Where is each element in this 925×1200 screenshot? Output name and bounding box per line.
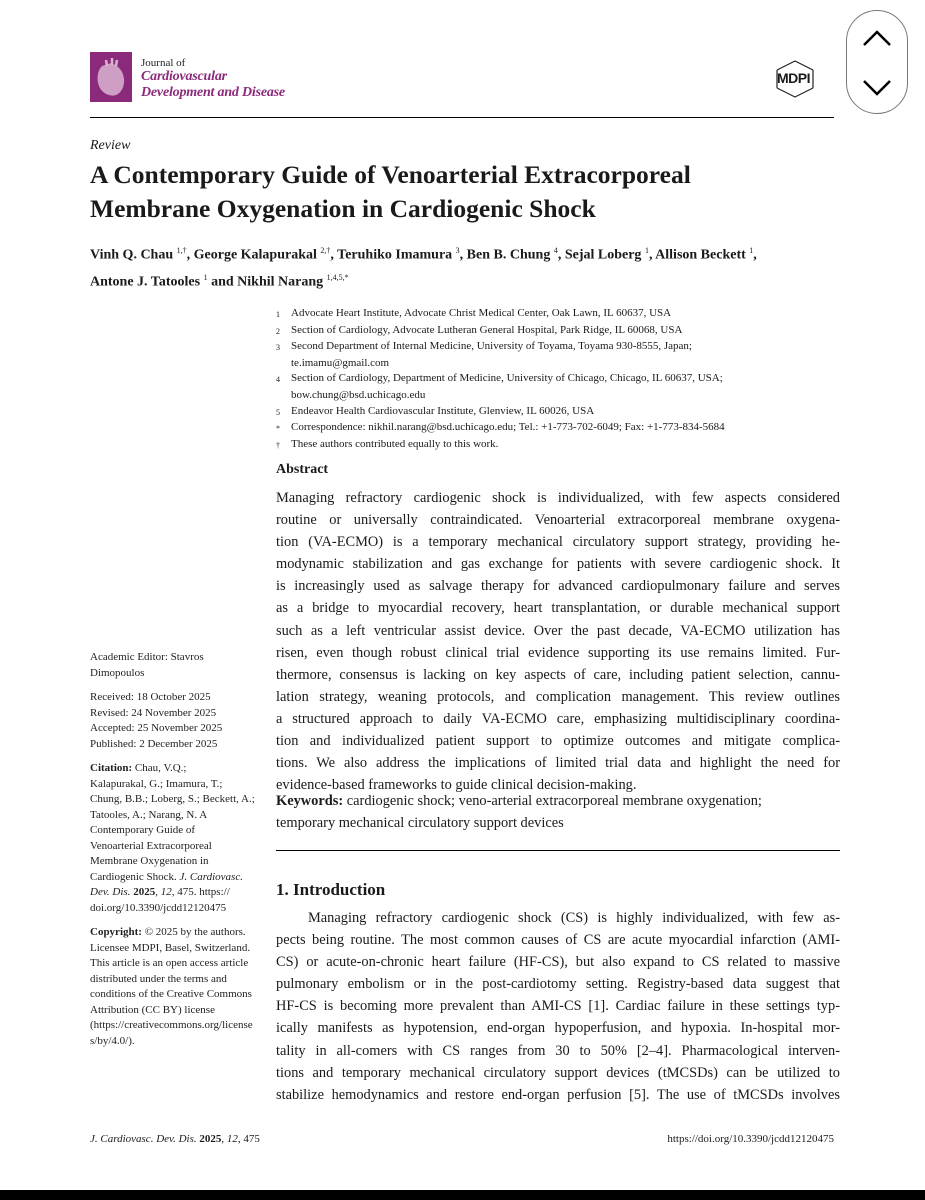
author-affiliation-marker: 1,† xyxy=(176,246,187,255)
affiliation-marker: 2 xyxy=(276,326,280,336)
journal-logo xyxy=(90,52,310,102)
author-separator: , xyxy=(186,247,194,263)
keywords: Keywords: cardiogenic shock; veno-arterial extracorporeal membrane oxygenation; temporary mechanical circulatory support devices xyxy=(276,793,762,831)
affiliations xyxy=(276,306,836,453)
author-name: Antone J. Tatooles xyxy=(90,274,201,290)
abstract-heading: Abstract xyxy=(276,462,329,477)
text-line: stabilize hemodynamics and restore end-organ perfusion [5]. The use of tMCSDs involves xyxy=(276,1086,840,1103)
affiliation-marker xyxy=(276,388,291,404)
text-line: HF-CS is becoming more prevalent than AMI-CS [1]. Cardiac failure in these settings typ- xyxy=(276,998,840,1015)
affiliation-item xyxy=(276,323,836,340)
affiliation-marker: * xyxy=(276,424,280,434)
text-line: modynamic stabilization and gas exchange for patients with severe cardiogenic shock. It xyxy=(276,556,840,573)
author-affiliation-marker: 4 xyxy=(553,246,558,255)
text-line: tion and individualized patient support to optimize outcomes and mitigate complica- xyxy=(276,733,840,750)
affiliation-text: Endeavor Health Cardiovascular Institute, Glenview, IL 60026, USA xyxy=(291,404,595,417)
text-line: tality in all-comers with CS ranges from 30 to 50% [2–4]. Pharmacological interven- xyxy=(276,1042,840,1059)
text-line: tions and temporary mechanical circulatory support devices (tMCSDs) can be utilized to xyxy=(276,1064,840,1081)
author-name: Nikhil Narang xyxy=(237,274,324,290)
affiliation-text: Correspondence: nikhil.narang@bsd.uchicago.edu; Tel.: +1-773-702-6049; Fax: +1-773-834-5684 xyxy=(291,421,725,434)
chevron-down-icon xyxy=(861,78,893,98)
scroll-down-button[interactable] xyxy=(847,63,907,113)
author-name: Sejal Loberg xyxy=(564,247,642,263)
text-line: routine or universally contraindicated. Venoarterial extracorporeal membrane oxygena- xyxy=(276,512,840,529)
text-line: risen, even though robust clinical trial evidence supporting its use remains limited. Fur- xyxy=(276,644,840,661)
author-name: George Kalapurakal xyxy=(193,247,317,263)
text-line: a structured approach to daily VA-ECMO care, emphasizing multidisciplinary coordina- xyxy=(276,710,840,727)
dates: Received: 18 October 2025 Revised: 24 November 2025 Accepted: 25 November 2025 Published: 2 December 2025 xyxy=(90,691,223,750)
author-affiliation-marker: 1 xyxy=(203,272,208,282)
text-line: lation strategy, weaning protocols, and complication management. This review outlines xyxy=(276,688,840,705)
page-footer xyxy=(90,1133,834,1145)
affiliation-text: Section of Cardiology, Advocate Lutheran General Hospital, Park Ridge, IL 60068, USA xyxy=(291,323,683,336)
journal-name: Cardiovascular Development and Disease xyxy=(141,69,285,100)
copyright: Copyright: © 2025 by the authors. Licensee MDPI, Basel, Switzerland. This article is an open access article distributed under the terms and conditions of the Creative Commons Attribution (CC BY) license (https://creativecommons.org/license s/by/4.0/). xyxy=(90,925,268,1049)
abstract-text xyxy=(276,487,840,796)
author-list xyxy=(90,240,835,293)
affiliation-item xyxy=(276,404,836,421)
text-line: tions. We also address the implications of limited trial data and highlight the need for xyxy=(276,755,840,772)
citation: Citation: Chau, V.Q.; Kalapurakal, G.; Imamura, T.; Chung, B.B.; Loberg, S.; Beckett, A.; Tatooles, A.; Narang, N. A Contemporary Guide of Venoarterial Extracorporeal Membrane Oxygenation in Cardiogenic Shock. J. Cardiovasc. Dev. Dis. 2025, 12, 475. https:// doi.org/10.3390/jcdd12120475 xyxy=(90,761,268,916)
affiliation-text: Section of Cardiology, Department of Medicine, University of Chicago, Chicago, IL 60637, USA; xyxy=(291,372,723,385)
author-affiliation-marker: 1 xyxy=(644,246,649,255)
affiliation-text: Advocate Heart Institute, Advocate Christ Medical Center, Oak Lawn, IL 60637, USA xyxy=(291,307,672,319)
bottom-bar xyxy=(0,1190,925,1200)
header-divider xyxy=(90,117,834,118)
text-line: ically manifests as hypotension, end-organ hypoperfusion, and hypoxia. In-hospital mor- xyxy=(276,1020,840,1037)
affiliation-item xyxy=(276,371,836,388)
affiliation-marker: † xyxy=(276,440,280,450)
author-name: Teruhiko Imamura xyxy=(337,247,453,263)
scroll-up-button[interactable] xyxy=(847,13,907,63)
text-line: pulmonary embolism or in the post-cardiotomy setting. Registry-based data suggest that xyxy=(276,976,840,993)
academic-editor: Academic Editor: Stavros Dimopoulos xyxy=(90,651,204,679)
affiliation-marker: 4 xyxy=(276,375,280,385)
author-name: Allison Beckett xyxy=(655,247,746,263)
text-line: Managing refractory cardiogenic shock is individualized, with few aspects considered xyxy=(276,490,840,506)
author-affiliation-marker: 1 xyxy=(749,246,754,255)
article-title: A Contemporary Guide of Venoarterial Extracorporeal Membrane Oxygenation in Cardiogenic Shock xyxy=(90,160,691,223)
author-separator: , xyxy=(557,247,565,263)
page-navigation xyxy=(846,10,908,114)
heart-logo-icon xyxy=(90,52,132,102)
affiliation-marker xyxy=(276,356,291,372)
author-separator: , xyxy=(648,247,656,263)
mdpi-logo: MDPI xyxy=(775,60,815,98)
affiliation-item xyxy=(276,420,836,437)
author-affiliation-marker: 1,4,5,* xyxy=(326,272,349,282)
introduction-heading: 1. Introduction xyxy=(276,880,386,899)
affiliation-item xyxy=(276,356,836,372)
journal-name-prefix: Journal of xyxy=(141,57,186,69)
text-line: Managing refractory cardiogenic shock (CS) is highly individualized, with few as- xyxy=(308,910,840,926)
affiliation-item xyxy=(276,437,836,454)
affiliation-item xyxy=(276,388,836,404)
article-type: Review xyxy=(90,138,131,153)
text-line: thermore, consensus is lacking on key aspects of care, including patient selection, cannu- xyxy=(276,666,840,683)
text-line: as a bridge to myocardial recovery, heart transplantation, or durable mechanical support xyxy=(276,600,840,617)
author-name: Ben B. Chung xyxy=(466,247,551,263)
author-separator: , xyxy=(753,247,757,263)
text-line: evidence-based frameworks to guide clinical decision-making. xyxy=(276,777,637,794)
article-info-sidebar xyxy=(90,650,268,1049)
section-divider xyxy=(276,850,840,851)
author-separator: , xyxy=(330,247,338,263)
text-line: pects being routine. The most common causes of CS are acute myocardial infarction (AMI- xyxy=(276,932,840,949)
footer-doi-link[interactable]: https://doi.org/10.3390/jcdd12120475 xyxy=(667,1133,834,1145)
chevron-up-icon xyxy=(861,28,893,48)
text-line: is increasingly used as salvage therapy for advanced cardiopulmonary failure and serves xyxy=(276,578,840,595)
author-separator: and xyxy=(207,274,238,290)
introduction-text xyxy=(276,907,840,1106)
affiliation-item xyxy=(276,339,836,356)
author-name: Vinh Q. Chau xyxy=(90,247,174,263)
author-affiliation-marker: 2,† xyxy=(320,246,331,255)
footer-citation: J. Cardiovasc. Dev. Dis. 2025, 12, 475 xyxy=(90,1133,260,1145)
author-affiliation-marker: 3 xyxy=(455,246,460,255)
affiliation-marker: 3 xyxy=(276,343,280,353)
text-line: CS) or acute-on-chronic heart failure (HF-CS), but also expand to CS related to massive xyxy=(276,954,840,971)
citation-doi-link[interactable]: doi.org/10.3390/jcdd12120475 xyxy=(90,901,227,914)
affiliation-text: Second Department of Internal Medicine, University of Toyama, Toyama 930-8555, Japan; xyxy=(291,340,692,353)
affiliation-text: bow.chung@bsd.uchicago.edu xyxy=(291,388,426,401)
author-separator: , xyxy=(459,247,467,263)
affiliation-marker: 1 xyxy=(276,310,280,319)
text-line: tion (VA-ECMO) is a temporary mechanical circulatory support strategy, providing he- xyxy=(276,534,840,551)
affiliation-marker: 5 xyxy=(276,407,280,417)
license-link[interactable]: (https://creativecommons.org/license xyxy=(90,1019,253,1031)
affiliation-item xyxy=(276,306,836,323)
affiliation-text: te.imamu@gmail.com xyxy=(291,356,390,369)
text-line: such as a left ventricular assist device. Over the past decade, VA-ECMO utilization has xyxy=(276,622,840,639)
affiliation-text: These authors contributed equally to this work. xyxy=(291,437,499,450)
